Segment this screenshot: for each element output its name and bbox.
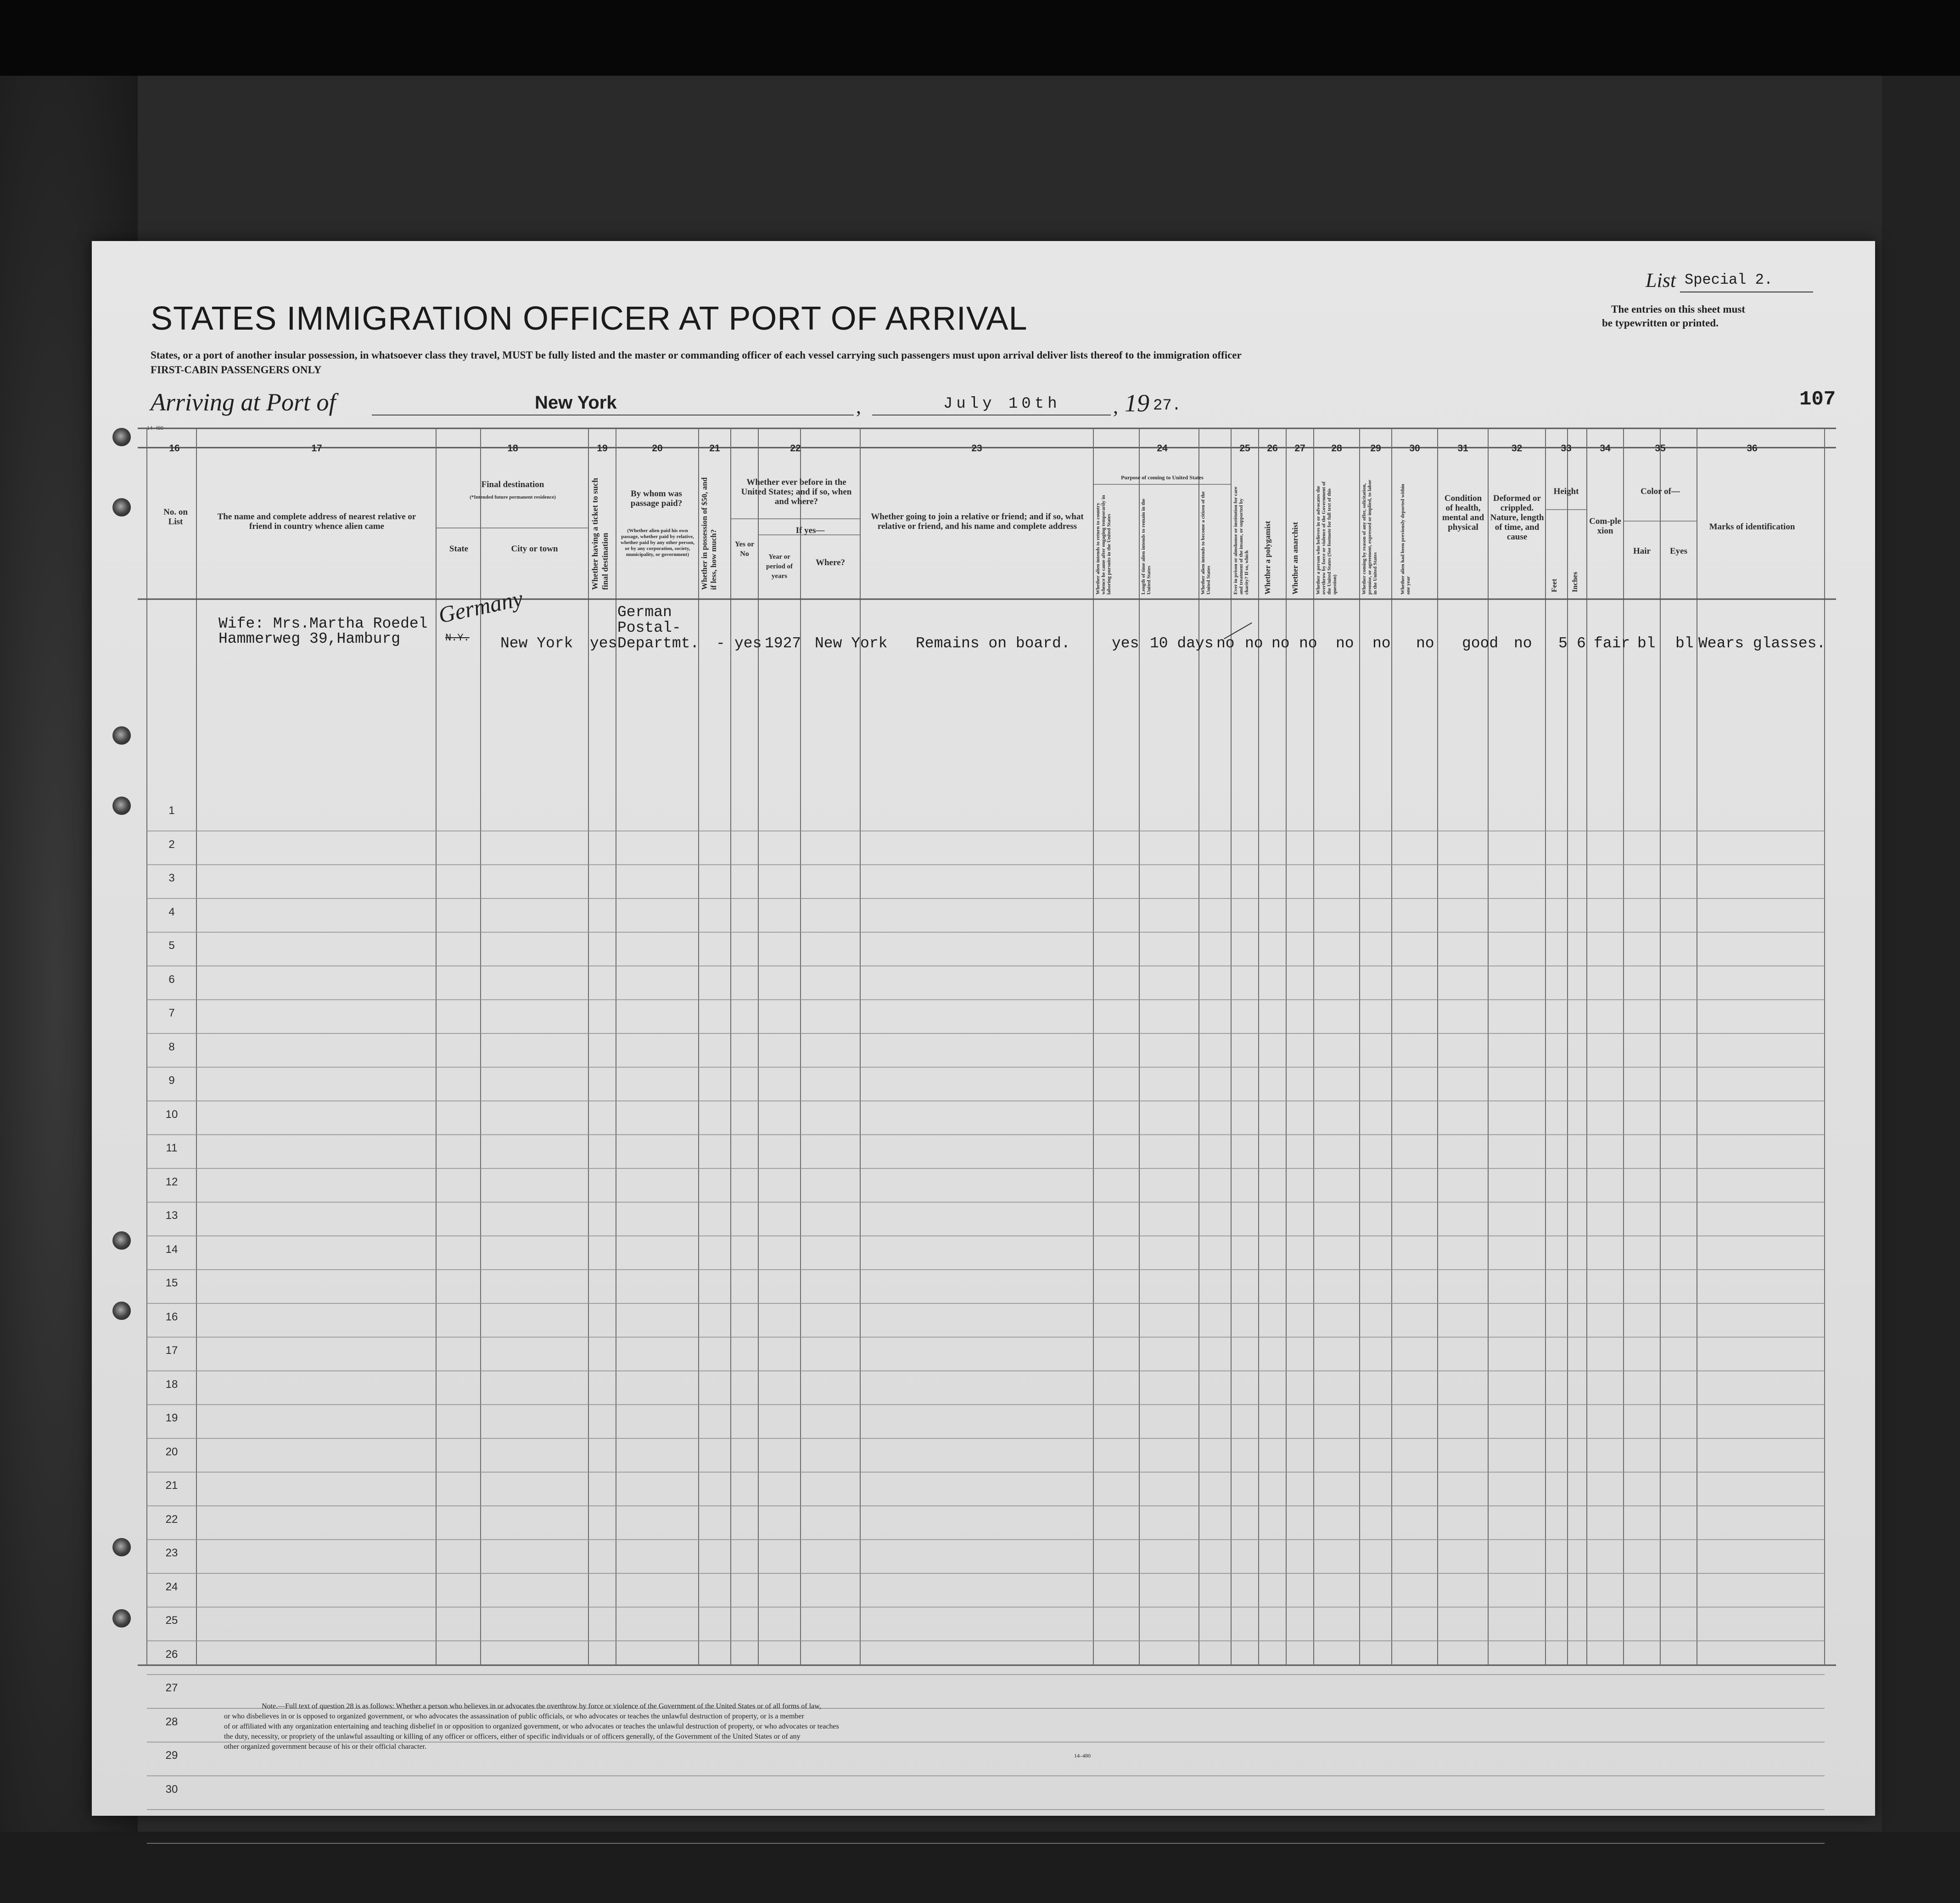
row-number: 18 xyxy=(165,1378,178,1391)
header-passage-paid: By whom was passage paid? xyxy=(630,489,683,508)
footnote-line1: Note.—Full text of question 28 is as follows: Whether a person who believes in or advocates the overthrow by force or violence of the Government of the United States or of all forms of law, xyxy=(262,1702,821,1710)
header-feet: Feet xyxy=(1551,578,1558,592)
row-number: 20 xyxy=(165,1445,178,1458)
entry-hair: bl xyxy=(1637,635,1656,652)
header-labor-offer: Whether coming by reason of any offer, solicitation, promise, or agreement, expressed or implied, to labor in the United States xyxy=(1361,480,1378,595)
colnum-28: 28 xyxy=(1331,443,1342,454)
header-joining: Whether going to join a relative or friend; and if so, what relative or friend, and his name and complete address xyxy=(871,512,1084,531)
colnum-29: 29 xyxy=(1370,443,1381,454)
footnote-line2: or who disbelieves in or is opposed to organized government, or who advocates the assassination of public officials, or who advocates or teaches the unlawful destruction of property, or is a member xyxy=(224,1712,804,1720)
header-before-in-us: Whether ever before in the United States; and if so, when and where? xyxy=(741,477,852,506)
row-number: 12 xyxy=(165,1175,178,1188)
entry-marks: Wears glasses. xyxy=(1698,635,1826,652)
binder-hole xyxy=(112,428,131,446)
header-purpose-return: Whether alien intends to return to country whence he came after engaging temporarily in laboring pursuits in the United States xyxy=(1095,495,1112,595)
binder-hole xyxy=(112,498,131,516)
entry-where: New York xyxy=(815,635,888,652)
binder-hole xyxy=(112,1302,131,1320)
list-label: List xyxy=(1646,269,1676,292)
colnum-27: 27 xyxy=(1294,443,1305,454)
row-number: 21 xyxy=(165,1479,178,1492)
cabin-class: FIRST-CABIN PASSENGERS ONLY xyxy=(151,364,322,376)
form-code-top: 14–480 xyxy=(147,425,163,431)
entry-ticket: yes xyxy=(590,635,617,652)
entry-labor-offer: no xyxy=(1372,635,1391,652)
row-number: 10 xyxy=(165,1108,178,1121)
row-number: 11 xyxy=(166,1142,178,1154)
row-number: 27 xyxy=(165,1682,178,1694)
colnum-26: 26 xyxy=(1267,443,1278,454)
entry-citizen: no xyxy=(1216,635,1235,652)
entry-inches: 6 xyxy=(1577,635,1586,652)
entry-state-handwritten: Germany xyxy=(436,585,525,629)
colnum-20: 20 xyxy=(652,443,663,454)
entry-polygamist: no xyxy=(1271,635,1290,652)
header-inches: Inches xyxy=(1571,572,1579,592)
header-complexion: Com-plexion xyxy=(1589,516,1621,536)
page-number: 107 xyxy=(1799,388,1836,411)
entry-eyes: bl xyxy=(1675,635,1694,652)
colnum-33: 33 xyxy=(1561,443,1572,454)
header-deformed: Deformed or crippled. Nature, length of time, and cause xyxy=(1490,494,1544,542)
row-number: 26 xyxy=(165,1648,178,1661)
arrival-date: July 10th xyxy=(943,395,1061,413)
colnum-17: 17 xyxy=(311,443,322,454)
colnum-32: 32 xyxy=(1511,443,1523,454)
header-no-on-list: No. on List xyxy=(163,507,188,527)
entry-relative-line2: Hammerweg 39,Hamburg xyxy=(218,630,401,647)
film-border-bottom xyxy=(0,1832,1960,1903)
header-passage-paid-note: (Whether alien paid his own passage, whether paid by relative, whether paid by any other person, or by any corporation, society, municipality, or government) xyxy=(621,528,694,557)
colnum-19: 19 xyxy=(597,443,608,454)
header-polygamist: Whether a polygamist xyxy=(1263,521,1272,595)
film-border-right xyxy=(1882,76,1960,1903)
binder-hole xyxy=(112,797,131,815)
colnum-16: 16 xyxy=(169,443,180,454)
row-number: 24 xyxy=(165,1580,178,1593)
comma-2: , xyxy=(1113,395,1118,418)
header-health: Condition of health, mental and physical xyxy=(1442,494,1484,532)
header-state: State xyxy=(449,544,469,554)
arriving-label: Arriving at Port of xyxy=(151,388,336,416)
row-number: 7 xyxy=(168,1007,175,1019)
colnum-30: 30 xyxy=(1409,443,1420,454)
header-if-yes: If yes— xyxy=(795,526,825,535)
row-number: 17 xyxy=(165,1344,178,1357)
footnote-code: 14–480 xyxy=(1074,1752,1091,1759)
row-number: 15 xyxy=(165,1277,178,1289)
entry-state-struck: N.Y. xyxy=(445,632,470,644)
entry-relative-line1: Wife: Mrs.Martha Roedel xyxy=(218,615,428,632)
list-value: Special 2. xyxy=(1685,271,1773,288)
row-number: 29 xyxy=(165,1749,178,1762)
row-number: 30 xyxy=(165,1783,178,1796)
colnum-22: 22 xyxy=(790,443,801,454)
form-subtitle: States, or a port of another insular possession, in whatsoever class they travel, MUST be fully listed and the master or commanding officer of each vessel carrying such passengers must upon arrival deliver lists thereof to the immigration officer xyxy=(151,349,1242,361)
row-number: 6 xyxy=(168,973,175,986)
header-overthrow: Whether a person who believes in or advocates the overthrow by force or violence of the Government of the United States (See footnote for full text of this question) xyxy=(1316,481,1338,595)
colnum-18: 18 xyxy=(507,443,518,454)
row-number: 19 xyxy=(165,1412,178,1424)
row-number: 4 xyxy=(168,905,175,918)
entry-length-of-stay: 10 days xyxy=(1150,635,1214,652)
entry-possession-50: - xyxy=(716,635,725,652)
entry-paid-by-line3: Departmt. xyxy=(617,635,700,652)
header-marks: Marks of identification xyxy=(1709,522,1795,532)
colnum-25: 25 xyxy=(1239,443,1250,454)
row-number: 22 xyxy=(165,1513,178,1526)
row-number: 25 xyxy=(165,1614,178,1627)
entry-before-in-us: yes xyxy=(734,635,762,652)
binder-hole xyxy=(112,1538,131,1556)
colnum-31: 31 xyxy=(1457,443,1468,454)
header-hair: Hair xyxy=(1633,546,1651,556)
row-number: 23 xyxy=(165,1547,178,1559)
typewritten-note-1: The entries on this sheet must xyxy=(1611,303,1745,315)
footnote-line3: of or affiliated with any organization entertaining and teaching disbelief in or opposition to organized government, or who advocates or teaches the unlawful destruction of property, or who advocates or teaches xyxy=(224,1723,839,1730)
header-purpose-length: Length of time alien intends to remain in the United States xyxy=(1141,499,1152,595)
header-eyes: Eyes xyxy=(1670,546,1687,556)
header-relative: The name and complete address of nearest relative or friend in country whence alien came xyxy=(217,512,416,531)
entry-paid-by-line2: Postal- xyxy=(617,619,681,636)
entry-prison: no xyxy=(1245,635,1263,652)
entry-returning: yes xyxy=(1112,635,1139,652)
row-number: 28 xyxy=(165,1715,178,1728)
entry-deformed: no xyxy=(1514,635,1532,652)
row-number: 14 xyxy=(165,1243,178,1256)
header-possession-50: Whether in possession of $50, and if less, how much? xyxy=(700,477,718,590)
header-final-destination-note: (*Intended future permanent residence) xyxy=(470,494,556,500)
header-purpose: Purpose of coming to United States xyxy=(1121,474,1204,481)
entry-year: 1927 xyxy=(765,635,801,652)
header-prison: Ever in prison or almshouse or institution for care and treatment of the insane, or supported by charity? If so, which xyxy=(1233,487,1249,595)
table-grid xyxy=(92,241,1875,1816)
row-number: 13 xyxy=(165,1209,178,1222)
entry-feet: 5 xyxy=(1558,635,1568,652)
header-deported: Whether alien had been previously deported within one year xyxy=(1400,483,1411,595)
entry-overthrow: no xyxy=(1336,635,1354,652)
colnum-23: 23 xyxy=(971,443,982,454)
entry-deported: no xyxy=(1416,635,1434,652)
entry-complexion: fair xyxy=(1594,635,1630,652)
colnum-35: 35 xyxy=(1655,443,1666,454)
header-ticket: Whether having a ticket to such final destination xyxy=(590,477,610,590)
header-color: Color of— xyxy=(1641,487,1680,496)
header-final-destination: Final destination xyxy=(481,480,544,489)
entry-health: good xyxy=(1462,635,1499,652)
binder-hole xyxy=(112,726,131,745)
header-city: City or town xyxy=(511,544,558,554)
row-number: 9 xyxy=(168,1074,175,1087)
film-border-top xyxy=(0,0,1960,76)
row-number: 5 xyxy=(168,939,175,952)
form-title: STATES IMMIGRATION OFFICER AT PORT OF ARRIVAL xyxy=(151,300,1028,337)
manifest-sheet xyxy=(92,241,1875,1816)
typewritten-note-2: be typewritten or printed. xyxy=(1602,317,1719,329)
port-name: New York xyxy=(535,393,617,413)
row-number: 2 xyxy=(168,838,175,851)
header-where: Where? xyxy=(815,558,846,567)
binder-hole xyxy=(112,1609,131,1628)
colnum-36: 36 xyxy=(1747,443,1758,454)
header-purpose-citizen: Whether alien intends to become a citizen of the United States xyxy=(1200,491,1211,595)
header-anarchist: Whether an anarchist xyxy=(1291,522,1299,595)
entry-city: New York xyxy=(500,635,573,652)
year-prefix: 19 xyxy=(1125,389,1149,417)
colnum-21: 21 xyxy=(709,443,720,454)
entry-paid-by-line1: German xyxy=(617,604,672,621)
binder-hole xyxy=(112,1231,131,1250)
colnum-24: 24 xyxy=(1157,443,1168,454)
footnote-line4: the duty, necessity, or propriety of the unlawful assaulting or killing of any officer or officers, either of specific individuals or of officers generally, of the Government of the United States or of any xyxy=(224,1733,801,1740)
header-height: Height xyxy=(1553,487,1579,496)
header-year: Year or period of years xyxy=(766,553,793,580)
colnum-34: 34 xyxy=(1600,443,1611,454)
row-number: 16 xyxy=(165,1310,178,1323)
row-number: 8 xyxy=(168,1040,175,1053)
year-suffix: 27. xyxy=(1153,397,1182,415)
row-number: 3 xyxy=(168,872,175,884)
footnote-line5: other organized government because of his or their official character. xyxy=(224,1743,426,1751)
header-yes-or-no: Yes or No xyxy=(734,540,755,558)
entry-anarchist: no xyxy=(1299,635,1317,652)
comma: , xyxy=(856,395,861,418)
row-number: 1 xyxy=(168,804,175,817)
entry-joining: Remains on board. xyxy=(916,635,1070,652)
